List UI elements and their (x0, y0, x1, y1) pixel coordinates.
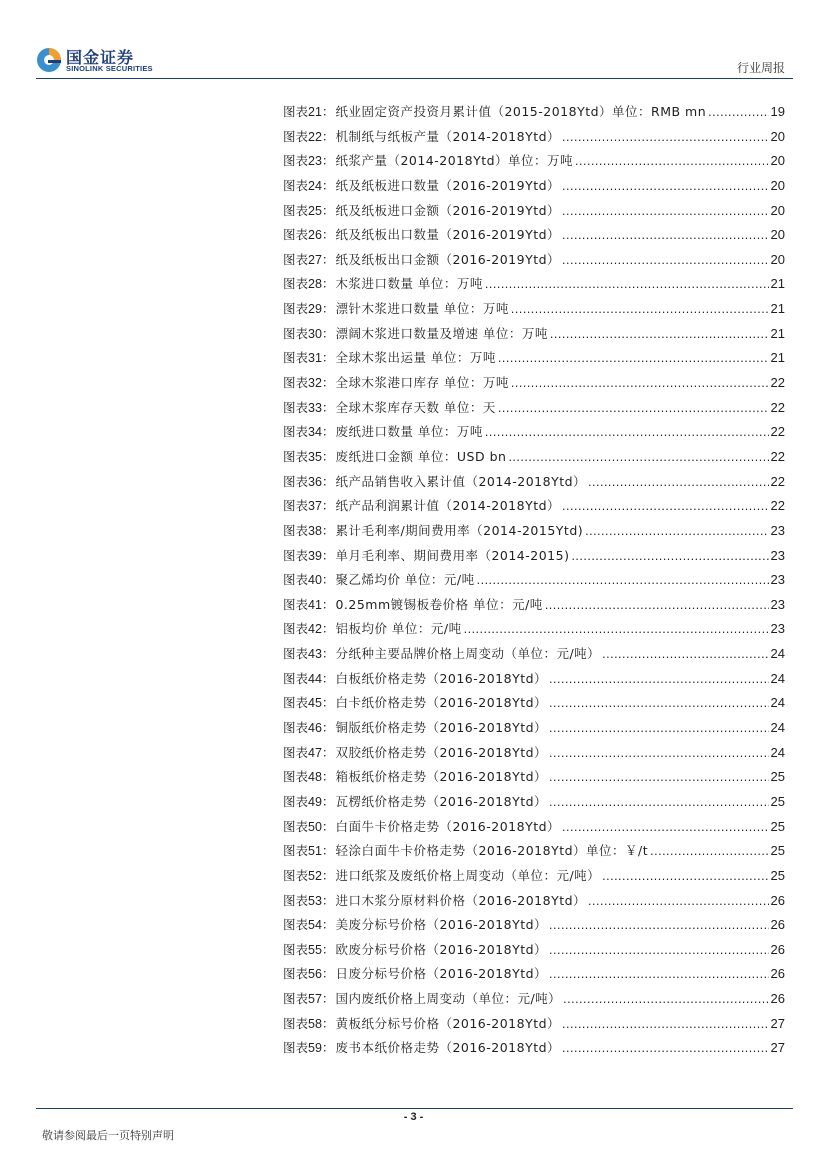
toc-dot-leader (602, 864, 768, 889)
toc-entry-prefix: 图表 (283, 646, 309, 662)
toc-dot-leader (562, 494, 768, 519)
toc-entry[interactable] (283, 839, 785, 864)
toc-entry-title: 废纸进口金额 单位：USD bn (335, 448, 507, 464)
toc-entry-title: 日废分标号价格（2016-2018Ytd） (335, 966, 548, 982)
toc-entry-page: 27 (770, 1040, 785, 1056)
toc-entry-title: 欧废分标号价格（2016-2018Ytd） (335, 941, 548, 957)
toc-dot-leader (571, 544, 768, 569)
toc-entry-page: 23 (770, 596, 785, 612)
toc-entry-number: 31 (308, 351, 322, 366)
toc-entry-separator: ： (321, 991, 335, 1007)
toc-entry-prefix: 图表 (283, 301, 309, 317)
toc-entry-page: 20 (770, 177, 785, 193)
toc-entry-title: 废纸进口数量 单位：万吨 (335, 424, 483, 440)
toc-entry-title: 进口木浆分原材料价格（2016-2018Ytd） (335, 892, 587, 908)
toc-entry-prefix: 图表 (283, 522, 309, 538)
toc-entry-separator: ： (321, 867, 335, 883)
toc-entry-title: 全球木浆库存天数 单位：天 (335, 399, 496, 415)
toc-entry-separator: ： (321, 793, 335, 809)
toc-entry-prefix: 图表 (283, 867, 309, 883)
toc-entry[interactable] (283, 445, 785, 470)
sinolink-logo-icon (36, 47, 62, 73)
toc-entry[interactable] (283, 864, 785, 889)
toc-entry[interactable] (283, 420, 785, 445)
toc-entry-title: 漂针木浆进口数量 单位：万吨 (335, 301, 509, 317)
toc-entry-separator: ： (321, 646, 335, 662)
toc-entry-number: 25 (308, 203, 322, 218)
toc-entry[interactable] (283, 913, 785, 938)
toc-entry-title: 美废分标号价格（2016-2018Ytd） (335, 917, 548, 933)
toc-dot-leader (562, 223, 768, 248)
toc-entry-title: 纸产品利润累计值（2014-2018Ytd） (335, 498, 561, 514)
toc-dot-leader (562, 815, 768, 840)
toc-entry-prefix: 图表 (283, 843, 309, 859)
toc-entry[interactable] (283, 987, 785, 1012)
toc-entry-separator: ： (321, 917, 335, 933)
toc-entry-separator: ： (321, 941, 335, 957)
toc-entry-title: 机制纸与纸板产量（2014-2018Ytd） (335, 128, 561, 144)
toc-entry[interactable] (283, 938, 785, 963)
logo-chinese-name: 国金证券 (66, 48, 135, 67)
toc-entry-separator: ： (321, 720, 335, 736)
toc-entry-separator: ： (321, 744, 335, 760)
toc-entry-prefix: 图表 (283, 670, 309, 686)
toc-entry-title: 国内废纸价格上周变动（单位：元/吨） (335, 991, 562, 1007)
toc-entry-number: 55 (308, 942, 322, 957)
toc-entry-prefix: 图表 (283, 793, 309, 809)
toc-entry[interactable] (283, 346, 785, 371)
toc-entry-prefix: 图表 (283, 621, 309, 637)
toc-entry-prefix: 图表 (283, 966, 309, 982)
toc-entry-separator: ： (321, 473, 335, 489)
toc-entry-page: 24 (770, 720, 785, 736)
toc-entry-page: 25 (770, 769, 785, 785)
toc-entry-page: 24 (770, 695, 785, 711)
toc-entry-page: 26 (770, 917, 785, 933)
toc-entry-number: 23 (308, 154, 322, 169)
toc-entry-number: 53 (308, 893, 322, 908)
toc-dot-leader (562, 1036, 768, 1061)
toc-entry[interactable] (283, 100, 785, 125)
toc-entry-number: 33 (308, 400, 322, 415)
toc-entry[interactable] (283, 962, 785, 987)
toc-dot-leader (549, 691, 768, 716)
toc-entry-number: 52 (308, 868, 322, 883)
toc-entry-number: 49 (308, 794, 322, 809)
toc-entry[interactable] (283, 1036, 785, 1061)
toc-entry-page: 21 (770, 325, 785, 341)
toc-entry-prefix: 图表 (283, 498, 309, 514)
toc-entry-title: 漂阔木浆进口数量及增速 单位：万吨 (335, 325, 548, 341)
toc-entry-page: 22 (770, 424, 785, 440)
toc-entry-page: 26 (770, 941, 785, 957)
toc-entry-prefix: 图表 (283, 251, 309, 267)
toc-entry-title: 白板纸价格走势（2016-2018Ytd） (335, 670, 548, 686)
toc-entry-page: 26 (770, 991, 785, 1007)
toc-entry-prefix: 图表 (283, 104, 309, 119)
toc-entry-separator: ： (321, 350, 335, 366)
toc-entry[interactable] (283, 568, 785, 593)
toc-entry-title: 废书本纸价格走势（2016-2018Ytd） (335, 1040, 561, 1056)
toc-entry-separator: ： (321, 177, 335, 193)
toc-dot-leader (549, 790, 768, 815)
toc-dot-leader (575, 149, 768, 174)
toc-dot-leader (477, 568, 769, 593)
toc-entry-title: 纸及纸板出口数量（2016-2019Ytd） (335, 227, 561, 243)
toc-entry-page: 21 (770, 350, 785, 366)
toc-entry-prefix: 图表 (283, 917, 309, 933)
toc-entry-separator: ： (321, 375, 335, 391)
toc-entry-prefix: 图表 (283, 818, 309, 834)
toc-entry-number: 42 (308, 622, 322, 637)
header-divider (36, 78, 793, 79)
toc-entry-page: 23 (770, 572, 785, 588)
toc-entry-prefix: 图表 (283, 153, 309, 169)
toc-dot-leader (708, 100, 768, 125)
toc-entry-title: 累计毛利率/期间费用率（2014-2015Ytd) (335, 522, 584, 538)
toc-entry-separator: ： (321, 227, 335, 243)
toc-entry-number: 48 (308, 770, 322, 785)
toc-entry-page: 24 (770, 670, 785, 686)
toc-entry[interactable] (283, 593, 785, 618)
toc-dot-leader (549, 913, 768, 938)
toc-entry-page: 21 (770, 276, 785, 292)
toc-entry[interactable] (283, 199, 785, 224)
toc-entry-separator: ： (321, 522, 335, 538)
toc-entry-separator: ： (321, 892, 335, 908)
toc-entry-prefix: 图表 (283, 941, 309, 957)
toc-entry[interactable] (283, 519, 785, 544)
toc-dot-leader (588, 470, 768, 495)
toc-entry-page: 22 (770, 498, 785, 514)
toc-entry-number: 46 (308, 721, 322, 736)
toc-entry[interactable] (283, 322, 785, 347)
toc-entry-number: 22 (308, 129, 322, 144)
toc-entry-number: 40 (308, 573, 322, 588)
toc-entry-separator: ： (321, 202, 335, 218)
toc-entry-prefix: 图表 (283, 744, 309, 760)
report-type: 行业周报 (736, 61, 785, 75)
toc-dot-leader (498, 396, 769, 421)
toc-dot-leader (549, 667, 768, 692)
toc-entry-separator: ： (321, 104, 335, 119)
toc-entry-prefix: 图表 (283, 572, 309, 588)
toc-dot-leader (562, 1012, 768, 1037)
toc-entry[interactable] (283, 248, 785, 273)
toc-entry-prefix: 图表 (283, 325, 309, 341)
toc-dot-leader (585, 519, 768, 544)
toc-entry-title: 箱板纸价格走势（2016-2018Ytd） (335, 769, 548, 785)
page-header (0, 0, 827, 80)
toc-dot-leader (498, 346, 769, 371)
toc-entry-prefix: 图表 (283, 424, 309, 440)
toc-entry-separator: ： (321, 818, 335, 834)
toc-entry[interactable] (283, 642, 785, 667)
toc-entry-page: 25 (770, 793, 785, 809)
toc-entry-prefix: 图表 (283, 128, 309, 144)
toc-entry-separator: ： (321, 695, 335, 711)
toc-entry-number: 54 (308, 918, 322, 933)
toc-dot-leader (485, 420, 769, 445)
toc-entry-page: 20 (770, 128, 785, 144)
toc-entry-prefix: 图表 (283, 720, 309, 736)
toc-entry[interactable] (283, 470, 785, 495)
toc-entry-number: 32 (308, 376, 322, 391)
toc-entry-prefix: 图表 (283, 177, 309, 193)
toc-entry-title: 纸及纸板进口数量（2016-2019Ytd） (335, 177, 561, 193)
toc-entry-page: 22 (770, 473, 785, 489)
toc-entry-prefix: 图表 (283, 695, 309, 711)
toc-entry-number: 37 (308, 499, 322, 514)
toc-dot-leader (545, 593, 769, 618)
disclaimer-text: 敬请参阅最后一页特别声明 (42, 1129, 174, 1142)
toc-entry[interactable] (283, 765, 785, 790)
toc-entry[interactable] (283, 125, 785, 150)
toc-entry-separator: ： (321, 621, 335, 637)
toc-dot-leader (562, 125, 768, 150)
logo-english-name: SINOLINK SECURITIES (66, 64, 153, 73)
toc-entry-title: 白卡纸价格走势（2016-2018Ytd） (335, 695, 548, 711)
footer-divider (36, 1108, 793, 1109)
toc-entry-separator: ： (321, 128, 335, 144)
toc-entry-separator: ： (321, 424, 335, 440)
toc-entry-number: 34 (308, 425, 322, 440)
toc-entry[interactable] (283, 716, 785, 741)
toc-entry-title: 轻涂白面牛卡价格走势（2016-2018Ytd）单位：￥/t (335, 843, 649, 859)
toc-entry-page: 19 (770, 104, 785, 119)
toc-entry-page: 20 (770, 202, 785, 218)
toc-entry-title: 纸业固定资产投资月累计值（2015-2018Ytd）单位：RMB mn (335, 104, 707, 119)
toc-entry-page: 26 (770, 966, 785, 982)
toc-entry-separator: ： (321, 153, 335, 169)
company-logo (36, 47, 156, 79)
toc-entry-page: 20 (770, 251, 785, 267)
toc-dot-leader (550, 322, 769, 347)
toc-entry-prefix: 图表 (283, 276, 309, 292)
toc-entry-title: 双胶纸价格走势（2016-2018Ytd） (335, 744, 548, 760)
toc-entry-page: 23 (770, 547, 785, 563)
toc-entry[interactable] (283, 790, 785, 815)
toc-entry-number: 29 (308, 302, 322, 317)
toc-entry-prefix: 图表 (283, 991, 309, 1007)
toc-entry[interactable] (283, 617, 785, 642)
toc-dot-leader (650, 839, 768, 864)
toc-entry-title: 全球木浆港口库存 单位：万吨 (335, 375, 509, 391)
toc-entry-separator: ： (321, 399, 335, 415)
toc-entry-prefix: 图表 (283, 892, 309, 908)
toc-entry-page: 23 (770, 621, 785, 637)
toc-entry-number: 43 (308, 647, 322, 662)
toc-entry-page: 26 (770, 892, 785, 908)
toc-entry[interactable] (283, 741, 785, 766)
toc-entry-separator: ： (321, 448, 335, 464)
toc-entry-prefix: 图表 (283, 202, 309, 218)
toc-dot-leader (508, 445, 768, 470)
toc-entry-number: 50 (308, 819, 322, 834)
toc-entry-title: 白面牛卡价格走势（2016-2018Ytd） (335, 818, 561, 834)
toc-entry-title: 进口纸浆及废纸价格上周变动（单位：元/吨） (335, 867, 601, 883)
toc-entry-number: 28 (308, 277, 322, 292)
toc-entry-title: 纸及纸板进口金额（2016-2019Ytd） (335, 202, 561, 218)
toc-entry-prefix: 图表 (283, 399, 309, 415)
figure-list (283, 100, 785, 1061)
toc-entry-separator: ： (321, 670, 335, 686)
toc-entry-number: 38 (308, 523, 322, 538)
toc-entry-separator: ： (321, 843, 335, 859)
toc-dot-leader (485, 272, 769, 297)
toc-entry-separator: ： (321, 769, 335, 785)
toc-dot-leader (588, 889, 768, 914)
toc-entry-prefix: 图表 (283, 227, 309, 243)
toc-entry[interactable] (283, 691, 785, 716)
toc-dot-leader (562, 248, 768, 273)
toc-entry[interactable] (283, 815, 785, 840)
toc-entry-number: 35 (308, 449, 322, 464)
toc-entry-page: 25 (770, 867, 785, 883)
toc-entry-title: 木浆进口数量 单位：万吨 (335, 276, 483, 292)
toc-entry[interactable] (283, 667, 785, 692)
toc-entry-number: 59 (308, 1041, 322, 1056)
toc-entry-prefix: 图表 (283, 350, 309, 366)
toc-entry-page: 20 (770, 227, 785, 243)
toc-entry-title: 0.25mm镀锡板卷价格 单位：元/吨 (335, 596, 543, 612)
toc-entry-page: 20 (770, 153, 785, 169)
toc-dot-leader (562, 174, 768, 199)
toc-entry-title: 分纸种主要品牌价格上周变动（单位：元/吨） (335, 646, 601, 662)
toc-dot-leader (562, 199, 768, 224)
toc-entry-number: 44 (308, 671, 322, 686)
toc-dot-leader (563, 987, 768, 1012)
toc-dot-leader (549, 938, 768, 963)
toc-entry[interactable] (283, 889, 785, 914)
toc-dot-leader (602, 642, 768, 667)
toc-entry-page: 23 (770, 522, 785, 538)
toc-entry-separator: ： (321, 1040, 335, 1056)
toc-dot-leader (549, 716, 768, 741)
toc-entry-number: 45 (308, 696, 322, 711)
toc-entry-number: 39 (308, 548, 322, 563)
toc-dot-leader (511, 297, 769, 322)
toc-entry-page: 22 (770, 448, 785, 464)
toc-entry-number: 41 (308, 597, 322, 612)
toc-entry-prefix: 图表 (283, 448, 309, 464)
toc-entry-prefix: 图表 (283, 1040, 309, 1056)
toc-entry-prefix: 图表 (283, 1015, 309, 1031)
toc-entry-page: 24 (770, 646, 785, 662)
toc-entry-number: 30 (308, 326, 322, 341)
toc-entry-number: 21 (308, 105, 322, 119)
toc-entry-title: 纸浆产量（2014-2018Ytd）单位：万吨 (335, 153, 574, 169)
toc-entry-separator: ： (321, 547, 335, 563)
toc-entry-title: 单月毛利率、期间费用率（2014-2015) (335, 547, 570, 563)
toc-entry-number: 36 (308, 474, 322, 489)
toc-entry-separator: ： (321, 966, 335, 982)
toc-entry-number: 51 (308, 844, 322, 859)
toc-entry-number: 27 (308, 252, 322, 267)
toc-entry-title: 纸产品销售收入累计值（2014-2018Ytd） (335, 473, 587, 489)
toc-dot-leader (549, 741, 768, 766)
toc-entry-prefix: 图表 (283, 769, 309, 785)
toc-entry[interactable] (283, 544, 785, 569)
toc-entry-separator: ： (321, 276, 335, 292)
toc-entry[interactable] (283, 494, 785, 519)
toc-entry[interactable] (283, 371, 785, 396)
toc-entry[interactable] (283, 223, 785, 248)
toc-entry-title: 纸及纸板出口金额（2016-2019Ytd） (335, 251, 561, 267)
toc-dot-leader (549, 765, 768, 790)
toc-entry-title: 铜版纸价格走势（2016-2018Ytd） (335, 720, 548, 736)
toc-entry-number: 58 (308, 1016, 322, 1031)
toc-entry-title: 黄板纸分标号价格（2016-2018Ytd） (335, 1015, 561, 1031)
toc-entry[interactable] (283, 174, 785, 199)
toc-entry-separator: ： (321, 498, 335, 514)
toc-dot-leader (549, 962, 768, 987)
toc-entry-page: 25 (770, 818, 785, 834)
toc-entry-prefix: 图表 (283, 547, 309, 563)
toc-entry[interactable] (283, 149, 785, 174)
toc-entry-separator: ： (321, 1015, 335, 1031)
toc-entry[interactable] (283, 1012, 785, 1037)
toc-entry-number: 57 (308, 992, 322, 1007)
toc-entry-title: 瓦楞纸价格走势（2016-2018Ytd） (335, 793, 548, 809)
toc-entry-separator: ： (321, 596, 335, 612)
toc-entry-page: 22 (770, 399, 785, 415)
toc-entry-number: 26 (308, 228, 322, 243)
toc-entry-separator: ： (321, 325, 335, 341)
toc-entry-page: 27 (770, 1015, 785, 1031)
toc-entry[interactable] (283, 272, 785, 297)
toc-entry[interactable] (283, 396, 785, 421)
toc-entry-separator: ： (321, 301, 335, 317)
toc-entry-page: 22 (770, 375, 785, 391)
toc-entry-prefix: 图表 (283, 473, 309, 489)
toc-entry-number: 24 (308, 178, 322, 193)
toc-dot-leader (464, 617, 769, 642)
toc-entry-separator: ： (321, 251, 335, 267)
page-number: - 3 - (403, 1111, 424, 1123)
toc-entry-separator: ： (321, 572, 335, 588)
toc-entry-title: 铝板均价 单位：元/吨 (335, 621, 462, 637)
toc-entry-page: 21 (770, 301, 785, 317)
toc-entry-page: 24 (770, 744, 785, 760)
toc-entry-number: 47 (308, 745, 322, 760)
toc-entry-number: 56 (308, 967, 322, 982)
toc-dot-leader (511, 371, 769, 396)
toc-entry-prefix: 图表 (283, 375, 309, 391)
toc-entry-prefix: 图表 (283, 596, 309, 612)
toc-entry-page: 25 (770, 843, 785, 859)
toc-entry-title: 全球木浆出运量 单位：万吨 (335, 350, 496, 366)
toc-entry[interactable] (283, 297, 785, 322)
toc-entry-title: 聚乙烯均价 单位：元/吨 (335, 572, 475, 588)
